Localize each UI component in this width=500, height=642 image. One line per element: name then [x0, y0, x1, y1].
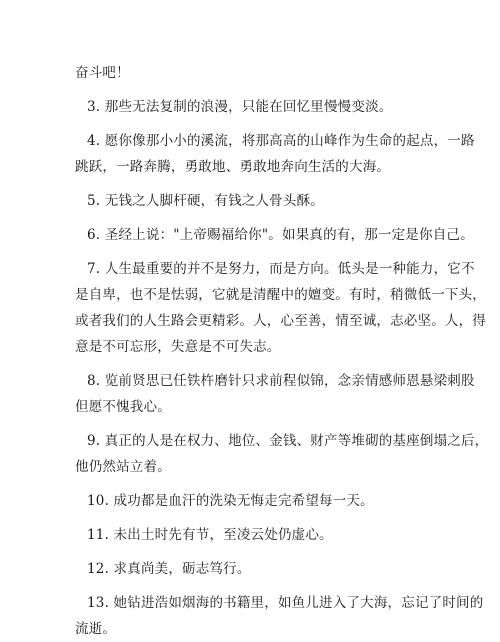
text-line: 意是不可忘形，失意是不可失志。: [75, 339, 281, 355]
list-item-8: 8. 览前贤思已任铁杵磨针只求前程似锦，念亲情感师恩悬梁刺股: [87, 373, 475, 389]
list-item-3: 3. 那些无法复制的浪漫，只能在回忆里慢慢变淡。: [87, 99, 393, 115]
text-line: 奋斗吧！: [75, 65, 130, 81]
list-item-10: 10. 成功都是血汗的洗染无悔走完希望每一天。: [87, 493, 374, 509]
list-item-5: 5. 无钱之人脚杆硬，有钱之人骨头酥。: [87, 193, 324, 209]
list-item-13: 13. 她钻进浩如烟海的书籍里，如鱼儿进入了大海，忘记了时间的: [87, 595, 484, 611]
list-item-12: 12. 求真尚美，砺志笃行。: [87, 561, 251, 577]
list-item-4: 4. 愿你像那小小的溪流，将那高高的山峰作为生命的起点，一路: [87, 133, 475, 149]
text-line: 流逝。: [75, 621, 117, 637]
text-line: 是自卑，也不是怯弱，它就是清醒中的嬗变。有时，稍微低一下头，: [75, 287, 486, 303]
text-line: 跳跃，一路奔腾，勇敢地、勇敢地奔向生活的大海。: [75, 159, 391, 175]
list-item-11: 11. 未出土时先有节，至凌云处仍虚心。: [87, 527, 333, 543]
text-line: 或者我们的人生路会更精彩。人，心至善，情至诚，志必坚。人，得: [75, 313, 486, 329]
text-line: 但愿不愧我心。: [75, 399, 171, 415]
list-item-7: 7. 人生最重要的并不是努力，而是方向。低头是一种能力，它不: [87, 261, 475, 277]
text-line: 他仍然站立着。: [75, 459, 171, 475]
list-item-6: 6. 圣经上说："上帝赐福给你"。如果真的有，那一定是你自己。: [87, 227, 474, 243]
list-item-9: 9. 真正的人是在权力、地位、金钱、财产等堆砌的基座倒塌之后，: [87, 433, 489, 449]
